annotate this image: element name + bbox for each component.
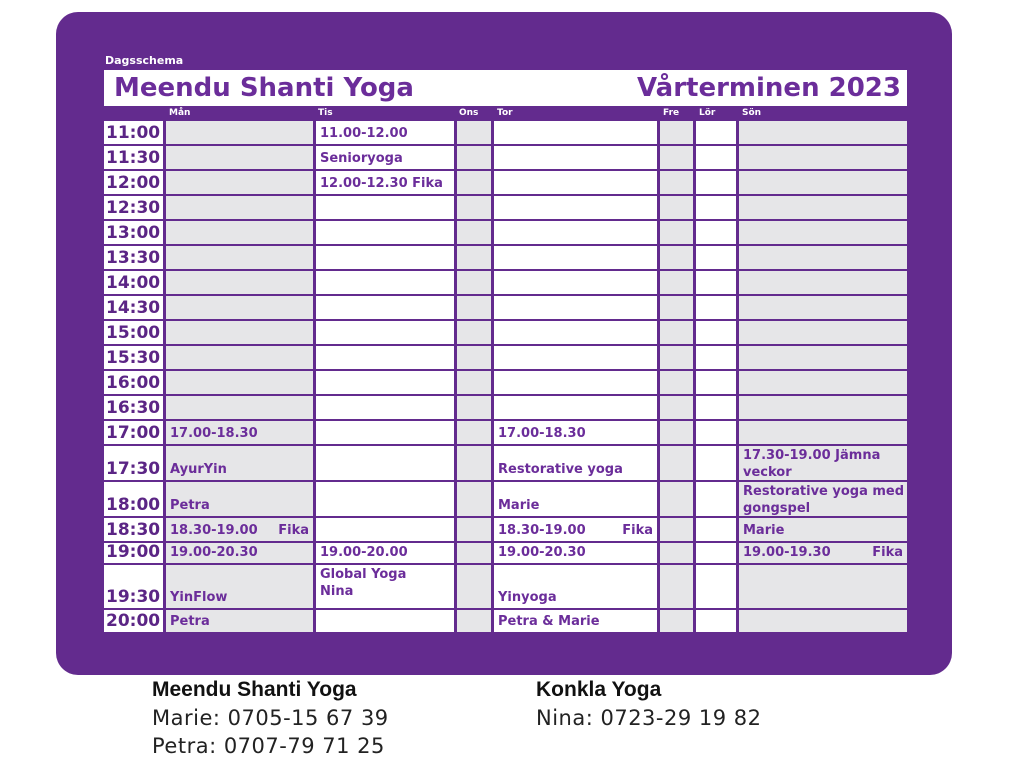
slot-wed [457, 421, 491, 444]
slot-text: 17.30-19.00 Jämna veckor [743, 448, 881, 480]
slot-text: YinFlow [170, 590, 228, 605]
slot-sat [696, 246, 736, 269]
slot-thu [494, 396, 657, 419]
slot-sat [696, 146, 736, 169]
slot-wed [457, 321, 491, 344]
slot-tue [316, 610, 454, 632]
slot-text: Yinyoga [498, 590, 557, 605]
slot-mon [166, 271, 313, 294]
slot-fri [660, 518, 693, 541]
slot-tue [316, 196, 454, 219]
slot-mon [166, 246, 313, 269]
time-label: 15:30 [104, 346, 163, 369]
slot-text: 12.00-12.30 Fika [320, 176, 443, 191]
slot-thu [494, 196, 657, 219]
time-label: 13:00 [104, 221, 163, 244]
slot-sun [739, 121, 907, 144]
slot-mon [166, 371, 313, 394]
slot-thu [494, 610, 657, 632]
slot-mon [166, 565, 313, 608]
slot-sat [696, 482, 736, 516]
slot-sun [739, 296, 907, 319]
slot-sun [739, 246, 907, 269]
slot-tue [316, 221, 454, 244]
slot-wed [457, 371, 491, 394]
slot-text: Petra [170, 498, 210, 513]
slot-sat [696, 221, 736, 244]
day-header-fri: Fre [663, 108, 680, 118]
day-header-sat: Lör [699, 108, 716, 118]
contact-line-nina: Nina: 0723-29 19 82 [536, 706, 762, 730]
slot-text: Fika [278, 523, 309, 538]
slot-text: Petra & Marie [498, 614, 600, 629]
slot-wed [457, 246, 491, 269]
time-label: 12:00 [104, 171, 163, 194]
slot-thu [494, 346, 657, 369]
slot-wed [457, 221, 491, 244]
slot-tue [316, 371, 454, 394]
slot-thu [494, 321, 657, 344]
slot-sat [696, 565, 736, 608]
slot-sun [739, 196, 907, 219]
slot-mon [166, 543, 313, 563]
time-label: 14:00 [104, 271, 163, 294]
slot-mon [166, 518, 313, 541]
slot-fri [660, 543, 693, 563]
slot-text: 11.00-12.00 [320, 126, 408, 141]
slot-sat [696, 396, 736, 419]
slot-mon [166, 446, 313, 480]
slot-sun [739, 396, 907, 419]
slot-sun [739, 543, 907, 563]
slot-wed [457, 271, 491, 294]
slot-tue [316, 271, 454, 294]
slot-sun [739, 346, 907, 369]
day-header-mon: Mån [169, 108, 191, 118]
slot-fri [660, 221, 693, 244]
studio-title: Meendu Shanti Yoga [114, 73, 414, 103]
time-label: 14:30 [104, 296, 163, 319]
slot-thu [494, 171, 657, 194]
slot-mon [166, 610, 313, 632]
slot-tue [316, 482, 454, 516]
slot-text: 19.00-20.00 [320, 545, 408, 560]
slot-wed [457, 543, 491, 563]
slot-sun [739, 146, 907, 169]
slot-fri [660, 146, 693, 169]
slot-text: 17.00-18.30 [498, 426, 586, 441]
slot-wed [457, 482, 491, 516]
slot-tue [316, 421, 454, 444]
slot-text: Petra [170, 614, 210, 629]
slot-wed [457, 296, 491, 319]
slot-text: 18.30-19.00 [170, 523, 258, 538]
slot-text: 18.30-19.00 [498, 523, 586, 538]
slot-sun [739, 221, 907, 244]
slot-thu [494, 421, 657, 444]
slot-sun [739, 482, 907, 516]
slot-mon [166, 396, 313, 419]
slot-fri [660, 421, 693, 444]
slot-sat [696, 446, 736, 480]
slot-text: Global Yoga [320, 567, 407, 582]
slot-wed [457, 518, 491, 541]
slot-tue [316, 446, 454, 480]
slot-tue [316, 171, 454, 194]
slot-sun [739, 518, 907, 541]
slot-fri [660, 271, 693, 294]
slot-thu [494, 482, 657, 516]
slot-thu [494, 296, 657, 319]
slot-tue [316, 121, 454, 144]
contact-line-petra: Petra: 0707-79 71 25 [152, 734, 385, 758]
slot-sun [739, 271, 907, 294]
time-label: 19:30 [104, 565, 163, 608]
slot-sat [696, 421, 736, 444]
slot-fri [660, 446, 693, 480]
slot-sat [696, 121, 736, 144]
slot-sat [696, 271, 736, 294]
slot-text: Fika [872, 545, 903, 560]
slot-wed [457, 121, 491, 144]
slot-sat [696, 171, 736, 194]
slot-tue [316, 346, 454, 369]
slot-fri [660, 396, 693, 419]
slot-text: Marie [743, 523, 785, 538]
slot-thu [494, 543, 657, 563]
slot-mon [166, 482, 313, 516]
slot-fri [660, 371, 693, 394]
slot-text: Restorative yoga [498, 462, 623, 477]
slot-wed [457, 396, 491, 419]
time-label: 18:30 [104, 518, 163, 541]
slot-sun [739, 610, 907, 632]
day-header-sun: Sön [742, 108, 762, 118]
slot-thu [494, 518, 657, 541]
slot-mon [166, 171, 313, 194]
slot-mon [166, 321, 313, 344]
slot-text: Nina [320, 584, 354, 599]
slot-text: Senioryoga [320, 151, 403, 166]
slot-sat [696, 371, 736, 394]
slot-sun [739, 171, 907, 194]
slot-fri [660, 346, 693, 369]
time-label: 20:00 [104, 610, 163, 632]
slot-wed [457, 196, 491, 219]
slot-wed [457, 146, 491, 169]
slot-tue [316, 565, 454, 608]
day-header-wed: Ons [459, 108, 479, 118]
day-header-thu: Tor [497, 108, 513, 118]
slot-sat [696, 196, 736, 219]
slot-wed [457, 610, 491, 632]
slot-thu [494, 121, 657, 144]
slot-sun [739, 421, 907, 444]
slot-thu [494, 146, 657, 169]
time-label: 16:30 [104, 396, 163, 419]
slot-tue [316, 396, 454, 419]
contact-section [0, 676, 1024, 767]
schedule-subtitle: Dagsschema [105, 54, 184, 67]
slot-mon [166, 146, 313, 169]
slot-mon [166, 346, 313, 369]
slot-thu [494, 565, 657, 608]
slot-text: 19.00-20.30 [170, 545, 258, 560]
slot-sun [739, 565, 907, 608]
slot-text: Fika [622, 523, 653, 538]
slot-tue [316, 296, 454, 319]
slot-wed [457, 346, 491, 369]
contact-title-konkla: Konkla Yoga [536, 678, 662, 701]
time-label: 19:00 [104, 543, 163, 563]
time-label: 16:00 [104, 371, 163, 394]
slot-thu [494, 371, 657, 394]
time-label: 12:30 [104, 196, 163, 219]
slot-tue [316, 543, 454, 563]
slot-wed [457, 446, 491, 480]
slot-mon [166, 421, 313, 444]
slot-fri [660, 196, 693, 219]
time-label: 18:00 [104, 482, 163, 516]
slot-fri [660, 121, 693, 144]
slot-tue [316, 321, 454, 344]
slot-fri [660, 565, 693, 608]
slot-text: AyurYin [170, 462, 227, 477]
slot-tue [316, 246, 454, 269]
slot-tue [316, 146, 454, 169]
slot-text: Marie [498, 498, 540, 513]
slot-text: 17.00-18.30 [170, 426, 258, 441]
slot-wed [457, 565, 491, 608]
slot-text: Restorative yoga med gongspel [743, 484, 905, 516]
slot-sat [696, 610, 736, 632]
slot-mon [166, 296, 313, 319]
slot-fri [660, 296, 693, 319]
title-bar [104, 70, 907, 106]
slot-fri [660, 482, 693, 516]
slot-fri [660, 321, 693, 344]
slot-thu [494, 446, 657, 480]
slot-tue [316, 518, 454, 541]
slot-sat [696, 543, 736, 563]
slot-sat [696, 346, 736, 369]
time-label: 17:30 [104, 446, 163, 480]
slot-sat [696, 518, 736, 541]
contact-line-marie: Marie: 0705-15 67 39 [152, 706, 389, 730]
slot-sat [696, 296, 736, 319]
slot-thu [494, 221, 657, 244]
slot-text: 19.00-20.30 [498, 545, 586, 560]
slot-fri [660, 171, 693, 194]
time-label: 15:00 [104, 321, 163, 344]
slot-thu [494, 271, 657, 294]
slot-text: 19.00-19.30 [743, 545, 831, 560]
time-label: 17:00 [104, 421, 163, 444]
time-label: 11:30 [104, 146, 163, 169]
slot-fri [660, 610, 693, 632]
slot-sun [739, 371, 907, 394]
time-label: 11:00 [104, 121, 163, 144]
slot-fri [660, 246, 693, 269]
slot-sun [739, 321, 907, 344]
slot-sat [696, 321, 736, 344]
slot-mon [166, 121, 313, 144]
slot-mon [166, 221, 313, 244]
slot-thu [494, 246, 657, 269]
day-header-tue: Tis [318, 108, 333, 118]
time-label: 13:30 [104, 246, 163, 269]
slot-sun [739, 446, 907, 480]
term-title: Vårterminen 2023 [636, 73, 901, 103]
slot-wed [457, 171, 491, 194]
contact-title-meendu: Meendu Shanti Yoga [152, 678, 357, 701]
slot-mon [166, 196, 313, 219]
